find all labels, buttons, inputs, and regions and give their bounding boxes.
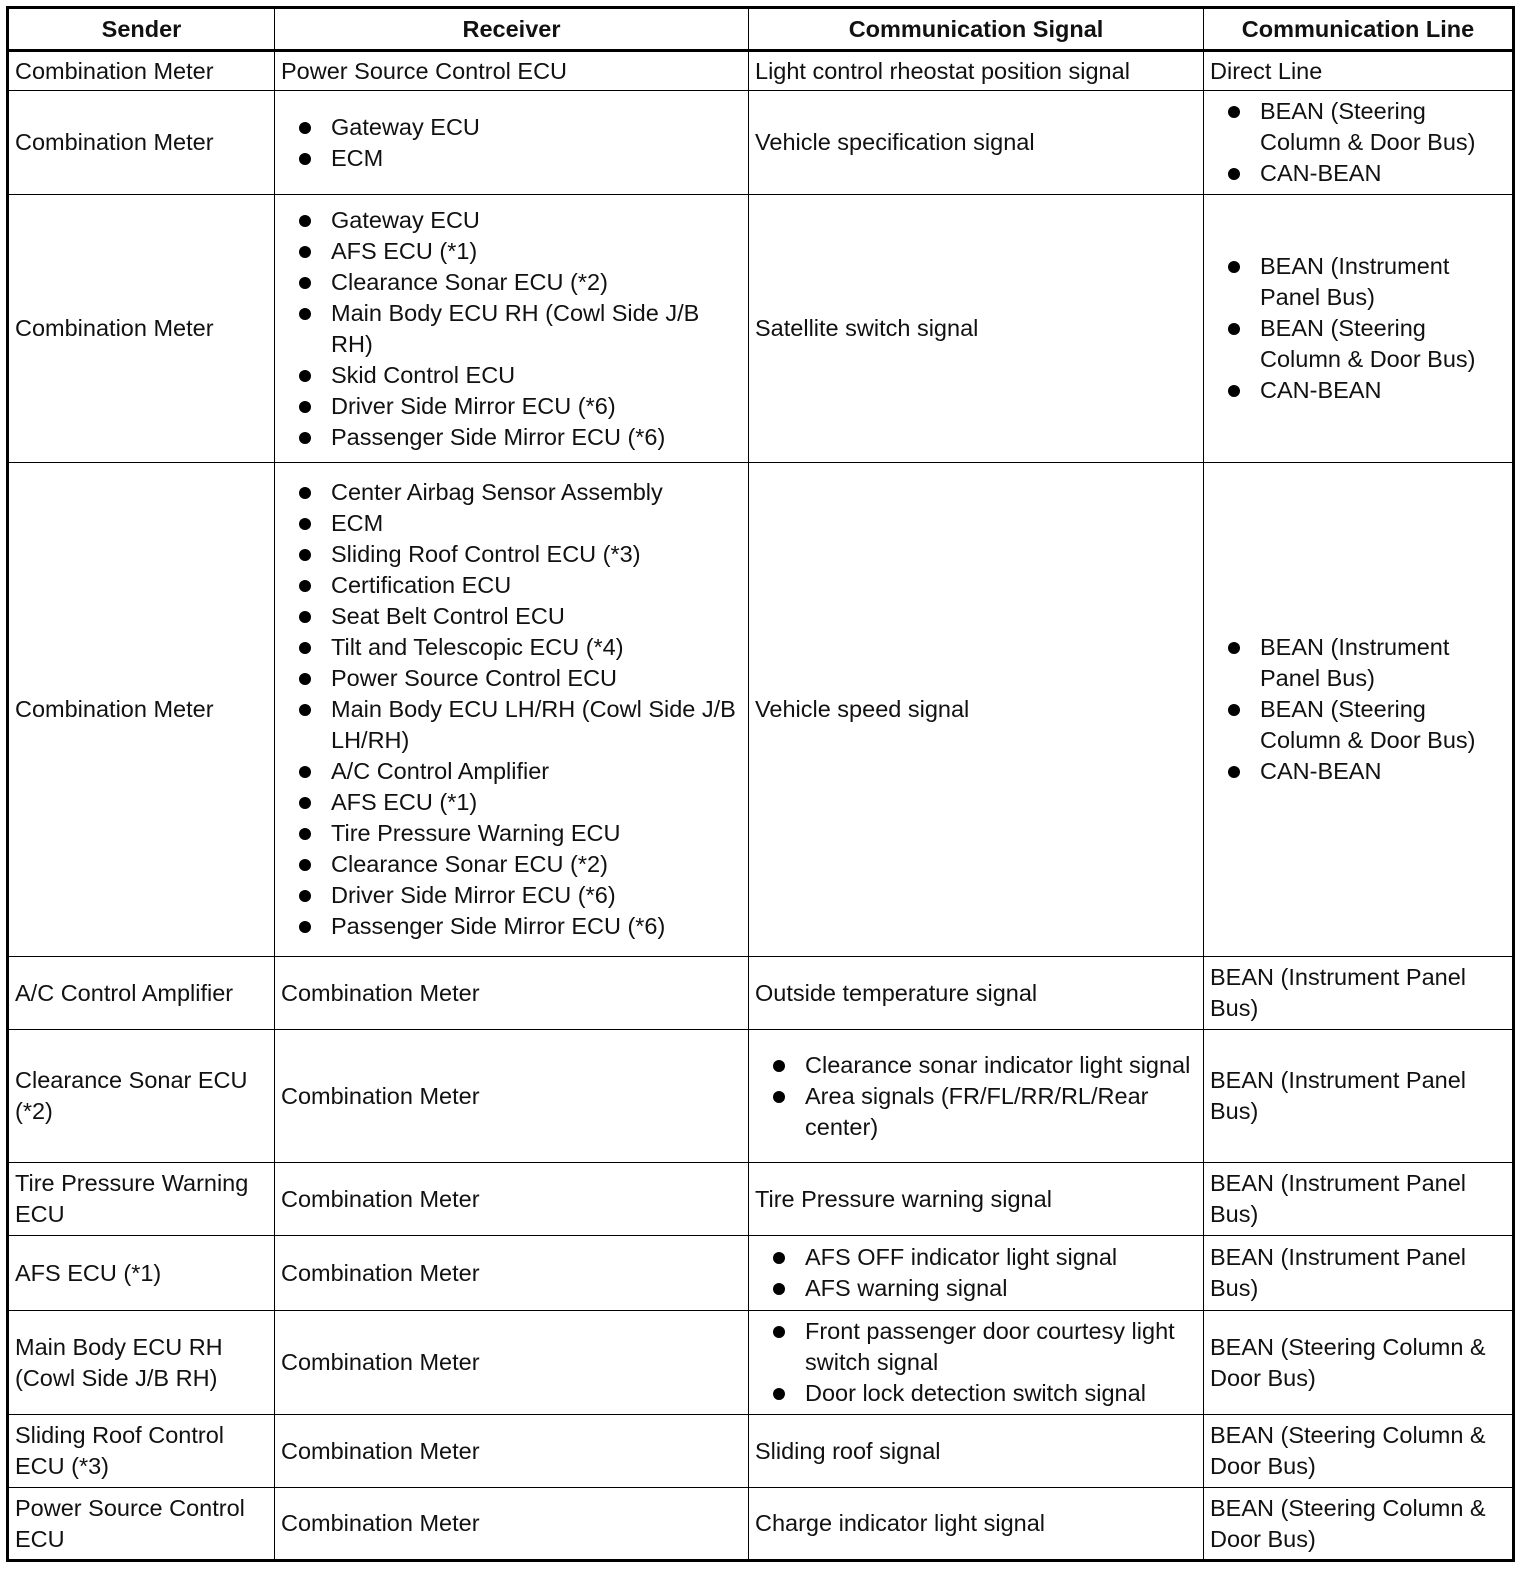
table-row bbox=[8, 1236, 1514, 1311]
signal-item: Door lock detection switch signal bbox=[755, 1378, 1197, 1409]
receiver-item: Driver Side Mirror ECU (*6) bbox=[281, 391, 742, 422]
header-sender: Sender bbox=[8, 8, 275, 51]
line-item: BEAN (Steering Column & Door Bus) bbox=[1210, 313, 1506, 375]
sender-cell: Power Source Control ECU bbox=[8, 1488, 275, 1561]
receiver-list bbox=[281, 477, 742, 942]
receiver-item: Seat Belt Control ECU bbox=[281, 601, 742, 632]
signal-item: AFS warning signal bbox=[755, 1273, 1197, 1304]
receiver-item: Sliding Roof Control ECU (*3) bbox=[281, 539, 742, 570]
sender-cell: AFS ECU (*1) bbox=[8, 1236, 275, 1311]
sender-cell: Combination Meter bbox=[8, 463, 275, 957]
signal-cell: Sliding roof signal bbox=[749, 1415, 1204, 1488]
line-cell: BEAN (Instrument Panel Bus) bbox=[1204, 1030, 1514, 1163]
line-item: CAN-BEAN bbox=[1210, 756, 1506, 787]
signal-cell: Vehicle specification signal bbox=[749, 91, 1204, 195]
signal-cell: Satellite switch signal bbox=[749, 195, 1204, 463]
sender-cell: Combination Meter bbox=[8, 91, 275, 195]
sender-cell: Combination Meter bbox=[8, 51, 275, 91]
receiver-list bbox=[281, 112, 742, 174]
signal-cell bbox=[749, 1311, 1204, 1415]
header-communication-line: Communication Line bbox=[1204, 8, 1514, 51]
signal-cell: Tire Pressure warning signal bbox=[749, 1163, 1204, 1236]
receiver-item: Certification ECU bbox=[281, 570, 742, 601]
receiver-item: Gateway ECU bbox=[281, 112, 742, 143]
sender-cell: Tire Pressure Warning ECU bbox=[8, 1163, 275, 1236]
line-cell: BEAN (Steering Column & Door Bus) bbox=[1204, 1415, 1514, 1488]
signal-cell: Charge indicator light signal bbox=[749, 1488, 1204, 1561]
receiver-cell bbox=[275, 195, 749, 463]
line-cell: BEAN (Instrument Panel Bus) bbox=[1204, 957, 1514, 1030]
receiver-cell: Combination Meter bbox=[275, 957, 749, 1030]
signal-item: Clearance sonar indicator light signal bbox=[755, 1050, 1197, 1081]
receiver-item: A/C Control Amplifier bbox=[281, 756, 742, 787]
header-receiver: Receiver bbox=[275, 8, 749, 51]
communication-table bbox=[6, 6, 1515, 1562]
receiver-item: Center Airbag Sensor Assembly bbox=[281, 477, 742, 508]
line-item: BEAN (Instrument Panel Bus) bbox=[1210, 632, 1506, 694]
receiver-item: Skid Control ECU bbox=[281, 360, 742, 391]
receiver-item: ECM bbox=[281, 508, 742, 539]
signal-cell bbox=[749, 1030, 1204, 1163]
receiver-item: Tire Pressure Warning ECU bbox=[281, 818, 742, 849]
line-item: CAN-BEAN bbox=[1210, 158, 1506, 189]
line-cell bbox=[1204, 91, 1514, 195]
receiver-item: AFS ECU (*1) bbox=[281, 787, 742, 818]
line-item: CAN-BEAN bbox=[1210, 375, 1506, 406]
signal-item: Front passenger door courtesy light switch signal bbox=[755, 1316, 1197, 1378]
receiver-item: Main Body ECU RH (Cowl Side J/B RH) bbox=[281, 298, 742, 360]
receiver-list bbox=[281, 205, 742, 453]
receiver-item: Driver Side Mirror ECU (*6) bbox=[281, 880, 742, 911]
table-row bbox=[8, 195, 1514, 463]
sender-cell: Combination Meter bbox=[8, 195, 275, 463]
signal-cell: Light control rheostat position signal bbox=[749, 51, 1204, 91]
receiver-item: Power Source Control ECU bbox=[281, 663, 742, 694]
receiver-item: Passenger Side Mirror ECU (*6) bbox=[281, 422, 742, 453]
receiver-item: ECM bbox=[281, 143, 742, 174]
line-cell bbox=[1204, 463, 1514, 957]
signal-list bbox=[755, 1050, 1197, 1143]
receiver-cell: Combination Meter bbox=[275, 1030, 749, 1163]
receiver-cell: Power Source Control ECU bbox=[275, 51, 749, 91]
receiver-item: Gateway ECU bbox=[281, 205, 742, 236]
table-row bbox=[8, 91, 1514, 195]
line-item: BEAN (Steering Column & Door Bus) bbox=[1210, 694, 1506, 756]
line-list bbox=[1210, 251, 1506, 406]
sender-cell: Main Body ECU RH (Cowl Side J/B RH) bbox=[8, 1311, 275, 1415]
receiver-cell: Combination Meter bbox=[275, 1488, 749, 1561]
sender-cell: Sliding Roof Control ECU (*3) bbox=[8, 1415, 275, 1488]
receiver-item: Tilt and Telescopic ECU (*4) bbox=[281, 632, 742, 663]
receiver-item: Clearance Sonar ECU (*2) bbox=[281, 849, 742, 880]
receiver-cell: Combination Meter bbox=[275, 1236, 749, 1311]
sender-cell: A/C Control Amplifier bbox=[8, 957, 275, 1030]
header-row bbox=[8, 8, 1514, 51]
line-cell: BEAN (Instrument Panel Bus) bbox=[1204, 1163, 1514, 1236]
receiver-item: Passenger Side Mirror ECU (*6) bbox=[281, 911, 742, 942]
line-cell bbox=[1204, 195, 1514, 463]
line-list bbox=[1210, 96, 1506, 189]
signal-cell bbox=[749, 1236, 1204, 1311]
signal-cell: Outside temperature signal bbox=[749, 957, 1204, 1030]
line-cell: BEAN (Instrument Panel Bus) bbox=[1204, 1236, 1514, 1311]
signal-list bbox=[755, 1242, 1197, 1304]
receiver-cell bbox=[275, 91, 749, 195]
table-row bbox=[8, 1415, 1514, 1488]
signal-list bbox=[755, 1316, 1197, 1409]
table-row bbox=[8, 51, 1514, 91]
table-row bbox=[8, 1488, 1514, 1561]
receiver-cell: Combination Meter bbox=[275, 1163, 749, 1236]
receiver-item: Main Body ECU LH/RH (Cowl Side J/B LH/RH) bbox=[281, 694, 742, 756]
sender-cell: Clearance Sonar ECU (*2) bbox=[8, 1030, 275, 1163]
table-body bbox=[8, 51, 1514, 1561]
receiver-item: AFS ECU (*1) bbox=[281, 236, 742, 267]
line-cell: BEAN (Steering Column & Door Bus) bbox=[1204, 1488, 1514, 1561]
receiver-cell bbox=[275, 463, 749, 957]
signal-item: Area signals (FR/FL/RR/RL/Rear center) bbox=[755, 1081, 1197, 1143]
line-cell: BEAN (Steering Column & Door Bus) bbox=[1204, 1311, 1514, 1415]
table-row bbox=[8, 1030, 1514, 1163]
receiver-item: Clearance Sonar ECU (*2) bbox=[281, 267, 742, 298]
table-row bbox=[8, 463, 1514, 957]
table-row bbox=[8, 1311, 1514, 1415]
receiver-cell: Combination Meter bbox=[275, 1415, 749, 1488]
header-communication-signal: Communication Signal bbox=[749, 8, 1204, 51]
signal-cell: Vehicle speed signal bbox=[749, 463, 1204, 957]
line-item: BEAN (Instrument Panel Bus) bbox=[1210, 251, 1506, 313]
line-cell: Direct Line bbox=[1204, 51, 1514, 91]
line-list bbox=[1210, 632, 1506, 787]
signal-item: AFS OFF indicator light signal bbox=[755, 1242, 1197, 1273]
table-row bbox=[8, 1163, 1514, 1236]
table-row bbox=[8, 957, 1514, 1030]
line-item: BEAN (Steering Column & Door Bus) bbox=[1210, 96, 1506, 158]
receiver-cell: Combination Meter bbox=[275, 1311, 749, 1415]
